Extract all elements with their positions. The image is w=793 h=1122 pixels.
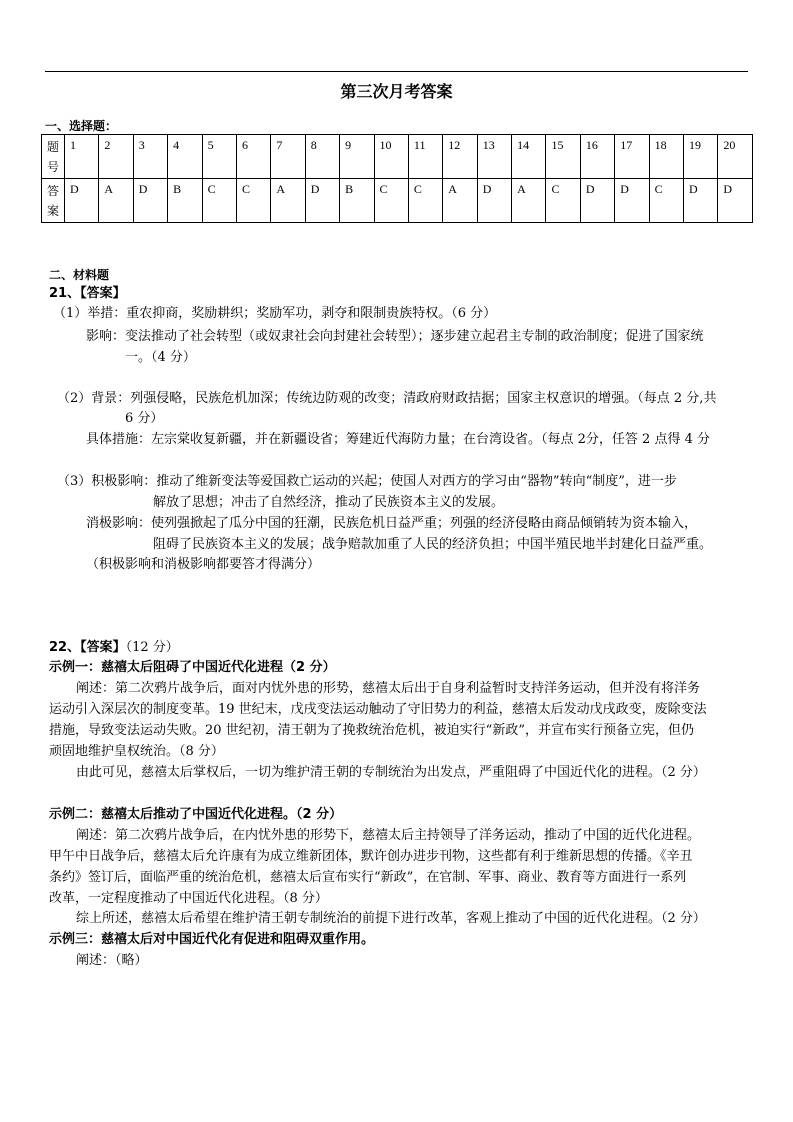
answer-cell: C [649,179,683,223]
answer-cell: B [340,179,374,223]
answer-cell: D [615,179,649,223]
question-number-cell: 8 [305,135,339,179]
answer-cell: C [546,179,580,223]
question-number-cell: 7 [271,135,305,179]
answer-cell: D [65,179,99,223]
row-label-answer: 答案 [42,179,65,223]
answer-cell: C [408,179,442,223]
answer-table [41,134,753,223]
question-number-cell: 9 [340,135,374,179]
answer-cell: B [168,179,202,223]
q22-line: 措施，导致变法运动失败。20 世纪初，清王朝为了挽救统治危机，被迫实行“新政”，并宣布实行预备立宪，但仍 [49,723,694,738]
q21-line: 解放了思想；冲击了自然经济，推动了民族资本主义的发展。 [153,495,505,510]
q22-line: 改革，一定程度推动了中国近代化进程。（8 分） [49,891,328,906]
q22-line: 示例三：慈禧太后对中国近代化有促进和阻碍双重作用。 [49,932,375,947]
answer-cell: D [580,179,614,223]
section2-heading: 二、材料题 [49,268,110,282]
question-number-cell: 6 [236,135,270,179]
question-number-cell: 10 [374,135,408,179]
question-number-cell: 20 [718,135,753,179]
q22-line: 甲午中日战争后，慈禧太后允许康有为成立维新团体，默许创办进步刊物，这些都有利于维新思想的传播。《辛丑 [49,849,693,864]
question-number-cell: 13 [477,135,511,179]
question-number-cell: 17 [615,135,649,179]
question-number-cell: 16 [580,135,614,179]
q21-line: （3）积极影响：推动了维新变法等爱国救亡运动的兴起；使国人对西方的学习由“器物”转向“制度”，进一步 [57,474,677,489]
q21-line: 具体措施：左宗棠收复新疆，并在新疆设省；筹建近代海防力量；在台湾设省。（每点 2分，任答 2 点得 4 分 [86,432,710,447]
table-row-answers [42,179,753,223]
table-row-numbers [42,135,753,179]
answer-cell: C [236,179,270,223]
answer-cell: A [443,179,477,223]
q22-line: 综上所述，慈禧太后希望在维护清王朝专制统治的前提下进行改革，客观上推动了中国的近代化进程。（2 分） [76,911,706,926]
q21-line: 阻碍了民族资本主义的发展；战争赔款加重了人民的经济负担；中国半殖民地半封建化日益严重。 [153,537,713,552]
page-title: 第三次月考答案 [340,82,453,101]
row-label-number: 题号 [42,135,65,179]
answer-cell: D [477,179,511,223]
q22-line: 顽固地维护皇权统治。（8 分） [49,744,224,759]
answer-cell: C [374,179,408,223]
answer-cell: A [271,179,305,223]
question-number-cell: 4 [168,135,202,179]
answer-cell: D [305,179,339,223]
question-number-cell: 14 [512,135,546,179]
q22-score: （12 分） [125,640,179,655]
q21-line: （2）背景：列强侵略，民族危机加深；传统边防观的改变；清政府财政拮据；国家主权意识的增强。（每点 2 分,共 [57,391,717,406]
q22-label: 22、【答案】 [49,640,126,655]
q22-line: 阐述：（略） [76,953,148,968]
answer-cell: D [133,179,167,223]
q22-line: 示例二：慈禧太后推动了中国近代化进程。（2 分） [49,807,343,822]
q22-line: 条约》签订后，面临严重的统治危机，慈禧太后宣布实行“新政”，在官制、军事、商业、教育等方面进行一系列 [49,870,687,885]
question-number-cell: 19 [684,135,718,179]
question-number-cell: 3 [133,135,167,179]
answer-cell: A [512,179,546,223]
q21-line: 6 分） [125,411,164,426]
question-number-cell: 18 [649,135,683,179]
q22-line: 阐述：第二次鸦片战争后，在内忧外患的形势下，慈禧太后主持领导了洋务运动，推动了中国的近代化进程。 [76,828,701,843]
answer-cell: A [99,179,133,223]
q22-heading [49,639,179,657]
q21-line: （积极影响和消极影响都要答才得满分） [86,557,321,572]
q22-line: 阐述：第二次鸦片战争后，面对内忧外患的形势，慈禧太后出于自身利益暂时支持洋务运动，但并没有将洋务 [76,681,701,696]
answer-cell: D [684,179,718,223]
q21-line: 消极影响：使列强掀起了瓜分中国的狂潮，民族危机日益严重；列强的经济侵略由商品倾销转为资本输入， [86,516,698,531]
q21-line: （1）举措：重农抑商，奖励耕织；奖励军功，剥夺和限制贵族特权。（6 分） [53,306,497,321]
section1-heading: 一、选择题： [45,119,118,133]
question-number-cell: 1 [65,135,99,179]
q21-label: 21、【答案】 [49,286,126,301]
answer-cell: D [718,179,753,223]
question-number-cell: 15 [546,135,580,179]
q21-line: 一。（4 分） [125,350,196,365]
q22-line: 示例一：慈禧太后阻碍了中国近代化进程（2 分） [49,660,336,675]
q22-line: 由此可见，慈禧太后掌权后，一切为维护清王朝的专制统治为出发点，严重阻碍了中国近代化的进程。（2 分） [76,765,706,780]
question-number-cell: 11 [408,135,442,179]
question-number-cell: 5 [202,135,236,179]
q22-line: 运动引入深层次的制度变革。19 世纪末，戊戌变法运动触动了守旧势力的利益，慈禧太后发动戊戌政变，废除变法 [49,702,707,717]
question-number-cell: 2 [99,135,133,179]
top-rule [45,71,748,72]
answer-cell: C [202,179,236,223]
question-number-cell: 12 [443,135,477,179]
q21-line: 影响：变法推动了社会转型（或奴隶社会向封建社会转型）；逐步建立起君主专制的政治制度；促进了国家统 [86,329,704,344]
